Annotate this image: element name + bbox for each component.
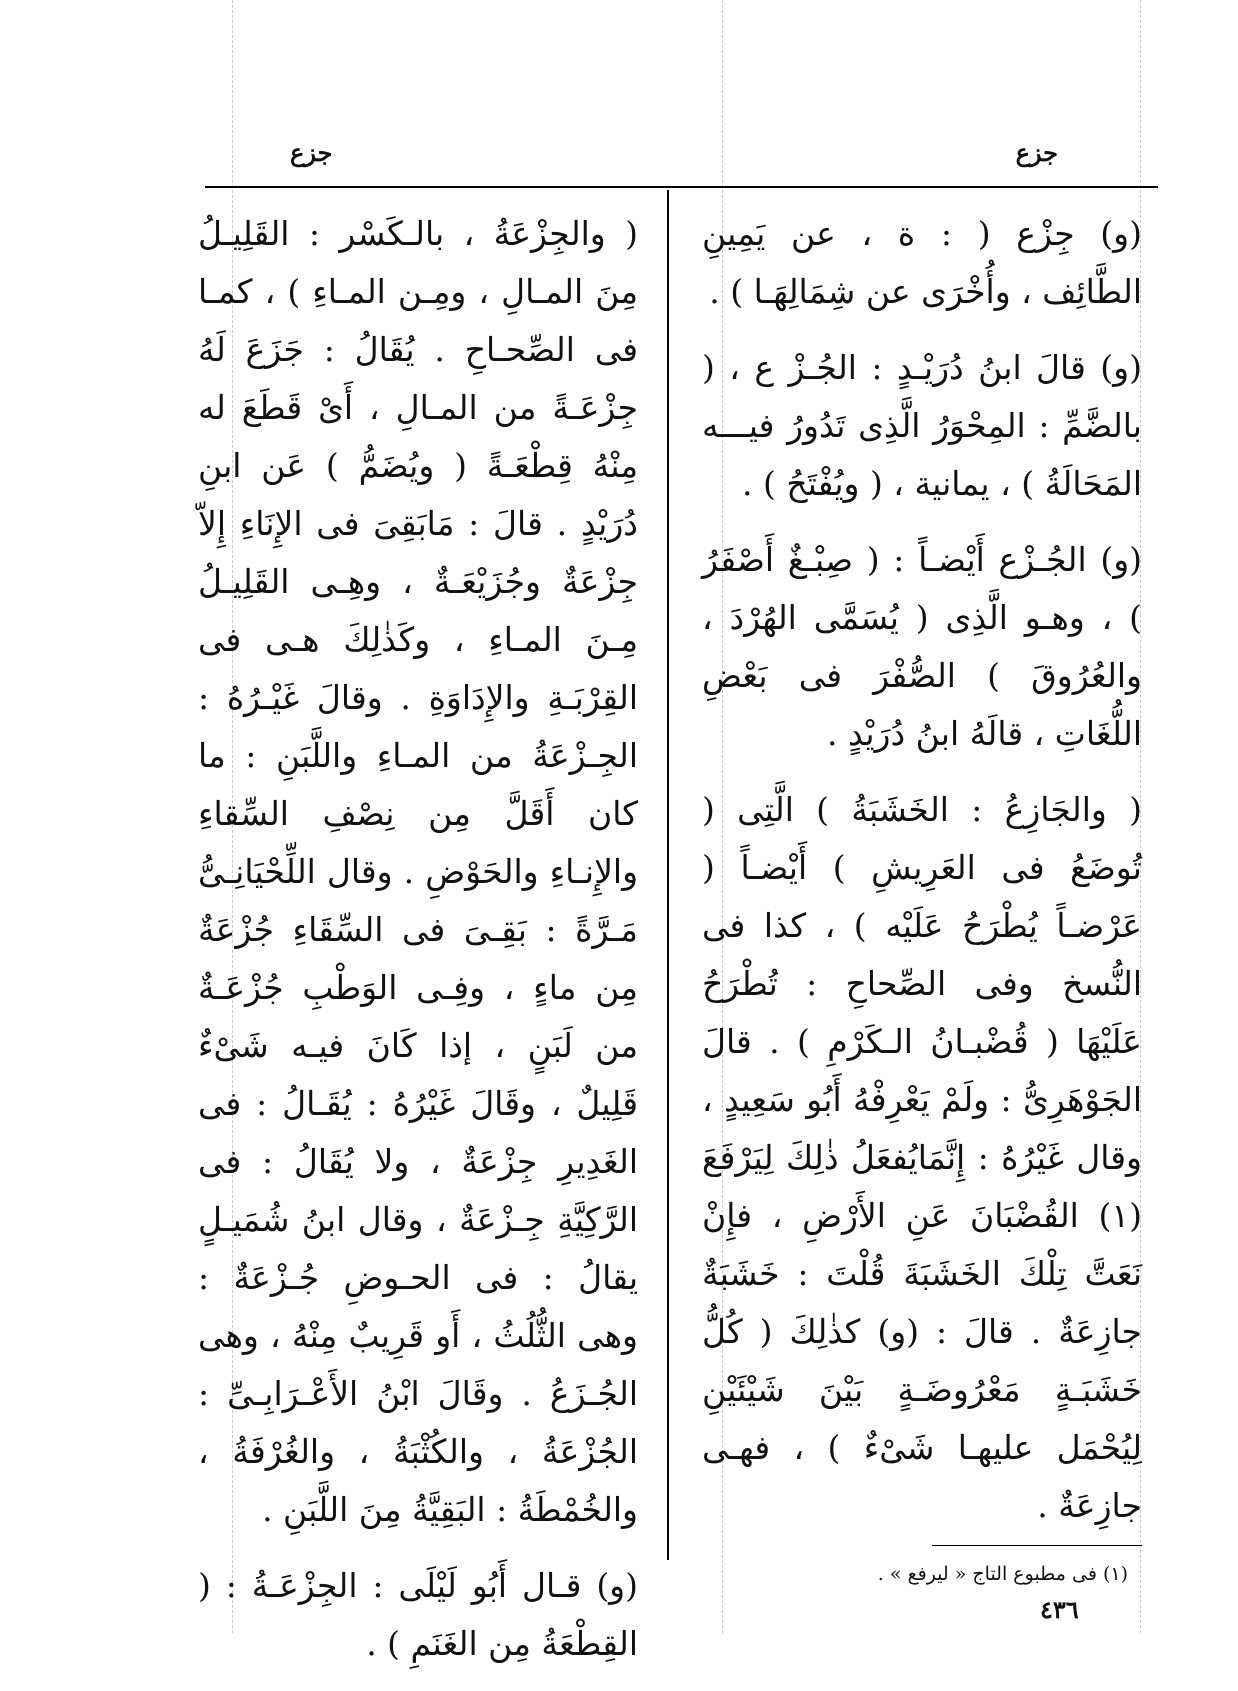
running-head-left: جزع	[290, 138, 333, 167]
entry-paragraph: (و) جِزْع ( : ة ، عن يَمِينِ الطَّائِف ، وأُخْرَى عن شِمَالِهَـا ) .	[702, 214, 1142, 311]
entry-paragraph: (و) قـال أَبُو لَيْلَى : الجِزْعَـةُ : ( القِطْعَةُ مِن الغَنَمِ ) .	[198, 1566, 638, 1663]
left-column	[198, 205, 638, 1691]
entry-paragraph: (و) الجُـزْع أَيْضـاً : ( صِبْـغٌ أَصْفَرُ ) ، وهـو الَّذِى ( يُسَمَّى الهُرْدَ ، والعُرُوقَ ) الصُّفْرَ فى بَعْضِ اللُّغَاتِ ، قالَهُ ابنُ دُرَيْدٍ .	[702, 540, 1142, 753]
right-column	[702, 205, 1142, 1553]
footnote-rule	[932, 1545, 1142, 1546]
entry-paragraph: (و) قالَ ابنُ دُرَيْـدٍ : الجُـزْ ع ، ( بالضَّمِّ : المِحْوَرُ الَّذِى تَدُورُ فيـــه المَحَالَةُ ) ، يمانية ، ( ويُفْتَحُ ) .	[702, 348, 1142, 503]
footnote: (١) فى مطبوع التاج « ليرفع » .	[877, 1563, 1128, 1585]
running-head-right: جزع	[1015, 138, 1058, 167]
column-divider	[667, 190, 669, 1560]
page-number: ٤٣٦	[1040, 1595, 1079, 1624]
header-rule	[205, 186, 1158, 188]
entry-paragraph: ( والجِزْعَةُ ، بالـكَسْر : القَلِيـلُ مِنَ المـالِ ، ومِـن المـاءِ ) ، كمـا فى الصِّحـاحِ . يُقَالُ : جَزَعَ لَهُ جِزْعَـةً من المـالِ ، أَىْ قَطَعَ له مِنْهُ قِطْعَـةً ( ويُضَمُّ ) عَن ابنِ دُرَيْدٍ . قالَ : مَابَقِىَ فى الإِنَاءِ إِلاّ جِزْعَةٌ وجُزَيْعَـةٌ ، وهِـى القَلِيـلُ مِـنَ المـاءِ ، وكَذٰلِكَ هـى فى القِرْبَـةِ والإِدَاوَةِ . وقالَ غَيْـرُهُ : الجِـزْعَةُ من المـاءِ واللَّبَنِ : ما كان أَقَلَّ مِن نِصْفِ السِّقاءِ والإِنـاءِ والحَوْضِ . وقال اللِّحْيَانِـىُّ مَـرَّةً : بَقِـىَ فى السِّقَاءِ جُزْعَةٌ مِن ماءٍ ، وفِـى الوَطْبِ جُزْعَـةٌ من لَبَنٍ ، إذا كَانَ فيـه شَىْءٌ قَلِيلٌ ، وقَالَ غَيْرُهُ : يُقَـالُ : فى الغَدِيرِ جِزْعَةٌ ، ولا يُقَالُ : فى الرَّكِيَّةِ جِـزْعَةٌ ، وقال ابنُ شُمَيـلٍ يقالُ : فى الحـوضِ جُـزْعَةٌ : وهى الثُّلُثُ ، أَو قَرِيبٌ مِنْهُ ، وهى الجُـزَعُ . وقَالَ ابْنُ الأَعْـرَابِـىِّ : الجُزْعَةُ ، والكُثْبَةُ ، والغُرْفَةُ ، والخُمْطَةُ : البَقِيَّةُ مِنَ اللَّبَنِ .	[198, 214, 638, 1529]
entry-paragraph: ( والجَازِعُ : الخَشَبَةُ ) الَّتِى ( تُوضَعُ فى العَرِيشِ ) أَيْضـاً ( عَرْضـاً يُطْرَحُ عَلَيْه ) ، كذا فى النُّسخ وفى الصِّحاحِ : تُطْرَحُ عَلَيْهَا ( قُضْبـانُ الـكَرْمِ ) . قالَ الجَوْهَرِىُّ : ولَمْ يَعْرِفْهُ أَبُو سَعِيدٍ ، وقال غَيْرُهُ : إِنَّمَايُفعَلُ ذٰلِكَ لِيَرْفَعَ (١) القُضْبَانَ عَنِ الأَرْضِ ، فإِنْ نَعَتَّ تِلْكَ الخَشَبَةَ قُلْتَ : خَشَبَةٌ جازِعَةٌ . قالَ : (و) كذٰلِكَ ( كُلُّ خَشَبَـةٍ مَعْرُوضَـةٍ بَيْنَ شَيْئَيْنِ لِيُحْمَل عليهـا شَىْءٌ ) ، فهـى جازِعَةٌ .	[702, 790, 1142, 1525]
